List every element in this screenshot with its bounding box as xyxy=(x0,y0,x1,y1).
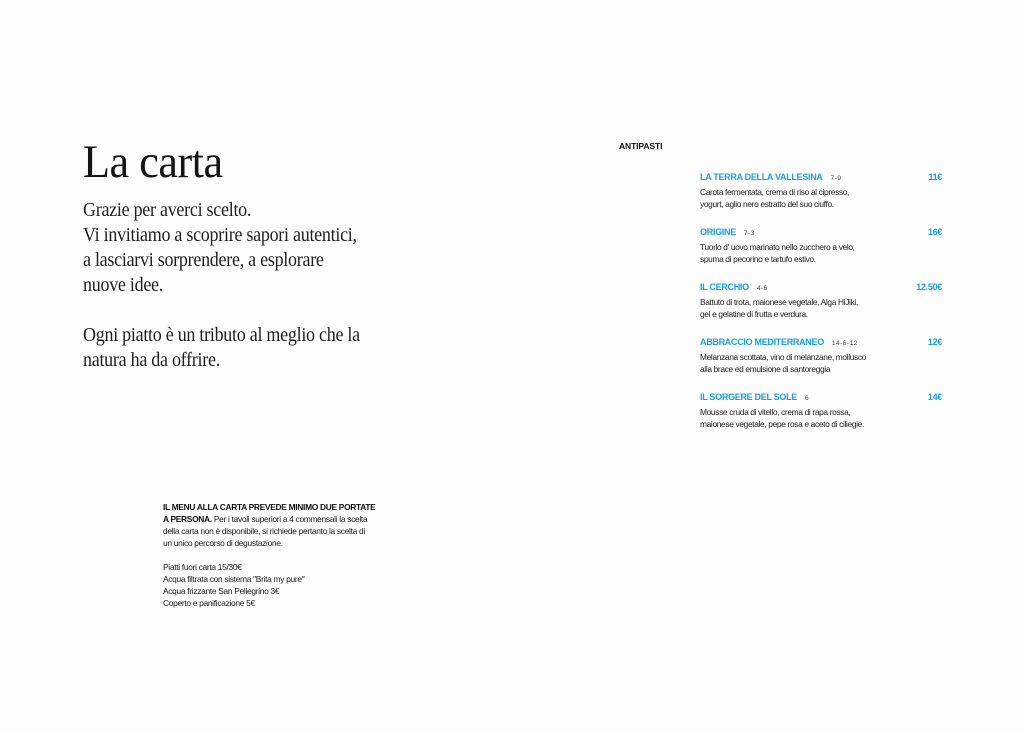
dish-list xyxy=(700,172,942,447)
note-line: della carta non è disponibile, si richiede pertanto la scelta di xyxy=(163,526,365,536)
dish-description-line: yogurt, aglio nero estratto del suo ciuffo. xyxy=(700,199,834,209)
intro-paragraph-tribute xyxy=(83,323,443,373)
dish-price: 14€ xyxy=(927,392,942,402)
dish-description xyxy=(700,241,942,265)
dish-header xyxy=(700,282,942,295)
menu-section xyxy=(619,141,949,429)
dish-item xyxy=(700,392,942,447)
intro-line: Vi invitiamo a scoprire sapori autentici, xyxy=(83,224,357,246)
dish-description-line: Mousse cruda di vitello, crema di rapa rossa, xyxy=(700,407,851,417)
note-extras xyxy=(163,561,413,609)
dish-description-line: gel e gelatine di frutta e verdura. xyxy=(700,309,808,319)
dish-description-line: Carota fermentata, crema di riso al cipresso, xyxy=(700,187,850,197)
dish-header xyxy=(700,227,942,240)
intro-text xyxy=(83,198,443,373)
dish-description-line: Melanzana scottata, vino di melanzane, mollusco xyxy=(700,352,867,362)
dish-name: IL CERCHIO xyxy=(700,282,749,292)
dish-description-line: Tuorlo d' uovo marinato nello zucchero a velo, xyxy=(700,242,855,252)
note-per-person: A PERSONA. xyxy=(163,514,212,524)
page-title: La carta xyxy=(83,136,223,188)
extra-item: Coperto e panificazione 5€ xyxy=(163,598,255,608)
dish-name: ABBRACCIO MEDITERRANEO xyxy=(700,337,824,347)
note-line xyxy=(163,513,413,525)
extra-item: Acqua frizzante San Pellegrino 3€ xyxy=(163,586,280,596)
dish-item xyxy=(700,337,942,392)
dish-price: 12€ xyxy=(927,337,942,347)
note-table-rule: Per i tavoli superiori a 4 commensali la scelta xyxy=(211,514,368,524)
dish-allergens: 6 xyxy=(805,395,810,402)
intro-paragraph-welcome xyxy=(83,198,443,298)
dish-description xyxy=(700,296,942,320)
dish-description xyxy=(700,186,942,210)
dish-description-line: Battuto di trota, maionese vegetale, Alga HiJiki, xyxy=(700,297,858,307)
extra-item: Piatti fuori carta 15/30€ xyxy=(163,562,242,572)
dish-description-line: maionese vegetale, pepe rosa e aceto di ciliegie. xyxy=(700,419,864,429)
intro-line: natura ha da offrire. xyxy=(83,349,220,371)
dish-description xyxy=(700,351,942,375)
extra-item: Acqua filtrata con sistema "Brita my pure" xyxy=(163,574,305,584)
intro-line: a lasciarvi sorprendere, a esplorare xyxy=(83,249,324,271)
dish-item xyxy=(700,172,942,227)
intro-line: nuove idee. xyxy=(83,274,164,296)
dish-description xyxy=(700,406,942,430)
note-line: un unico percorso di degustazione. xyxy=(163,538,283,548)
dish-header xyxy=(700,392,942,405)
dish-name: IL SORGERE DEL SOLE xyxy=(700,392,797,402)
section-title-antipasti: ANTIPASTI xyxy=(619,141,663,151)
intro-line: Ogni piatto è un tributo al meglio che la xyxy=(83,324,360,346)
dish-item xyxy=(700,227,942,282)
dish-name: ORIGINE xyxy=(700,227,736,237)
dish-header xyxy=(700,172,942,185)
dish-header xyxy=(700,337,942,350)
dish-allergens: 4-6 xyxy=(756,285,768,292)
dish-price: 12.50€ xyxy=(916,282,942,292)
dish-allergens: 14-6-12 xyxy=(831,340,858,347)
dish-name: LA TERRA DELLA VALLESINA xyxy=(700,172,823,182)
dish-allergens: 7-9 xyxy=(830,175,842,182)
dish-price: 16€ xyxy=(927,227,942,237)
intro-line: Grazie per averci scelto. xyxy=(83,199,252,221)
menu-note xyxy=(163,501,413,609)
dish-price: 11€ xyxy=(928,172,942,182)
note-line xyxy=(163,501,413,513)
note-minimum-courses: IL MENU ALLA CARTA PREVEDE MINIMO DUE PORTATE xyxy=(163,502,376,512)
dish-item xyxy=(700,282,942,337)
dish-description-line: spuma di pecorino e tartufo estivo. xyxy=(700,254,816,264)
intro-section xyxy=(83,136,443,373)
dish-allergens: 7-3 xyxy=(743,230,755,237)
dish-description-line: alla brace ed emulsione di santoreggia xyxy=(700,364,831,374)
